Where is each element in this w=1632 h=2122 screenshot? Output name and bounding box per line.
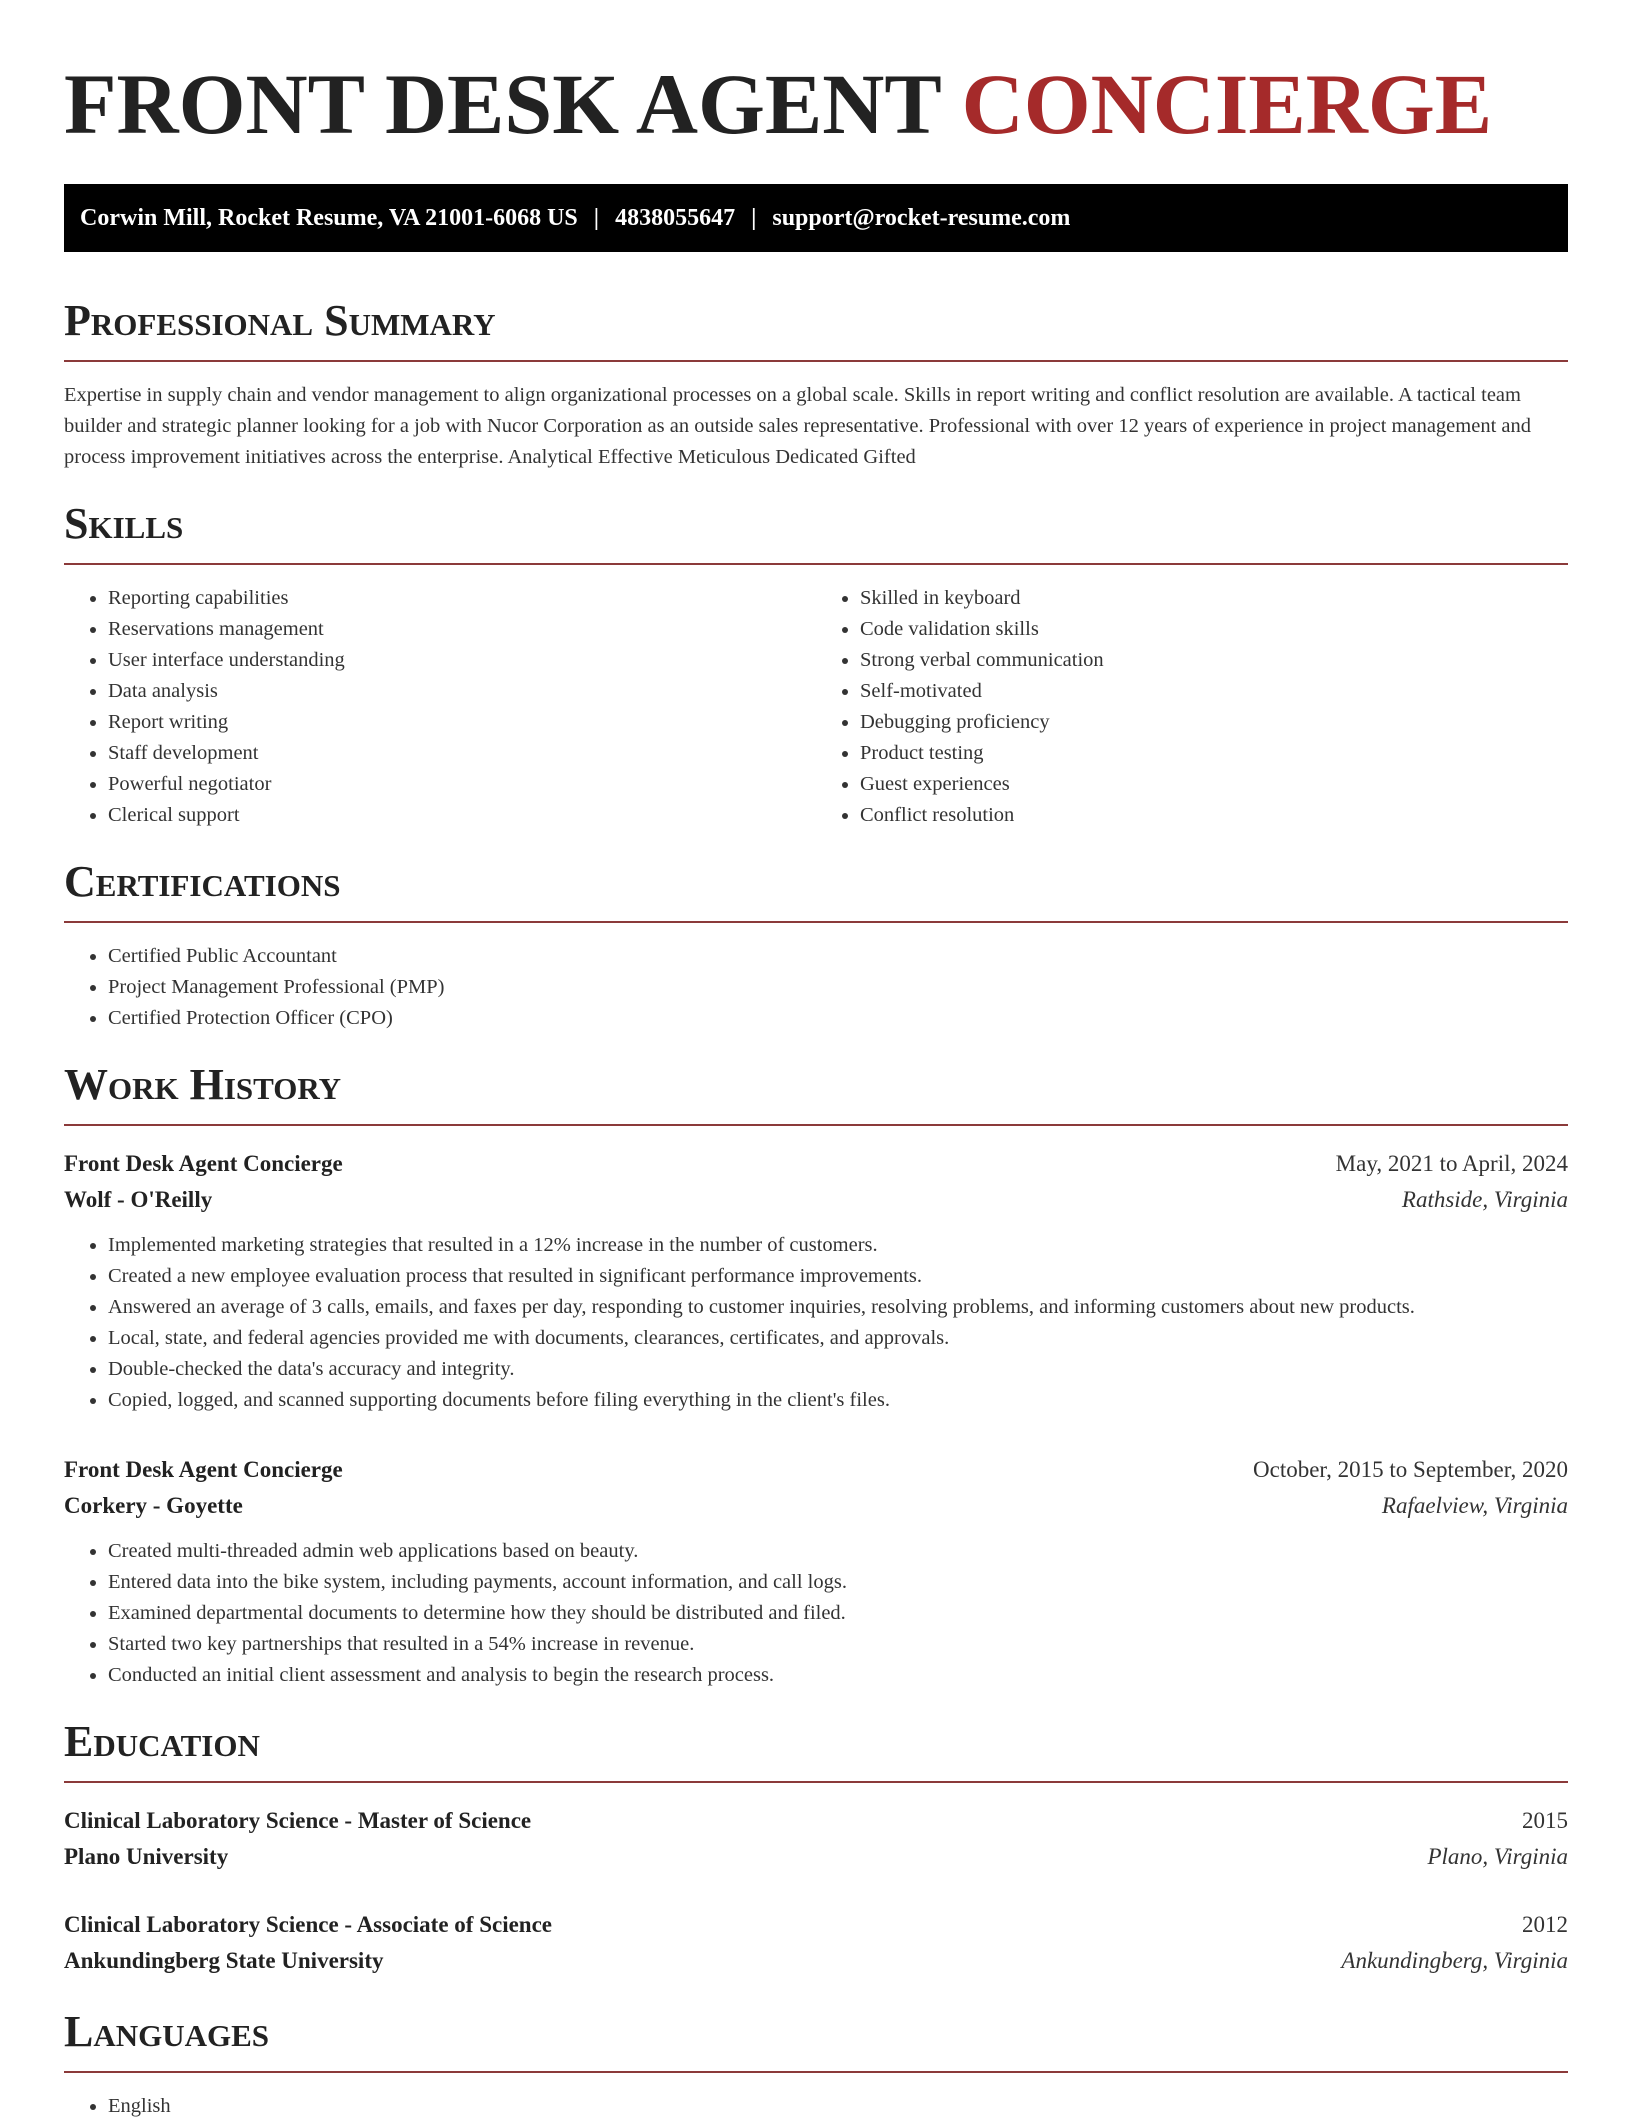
education-degree-row [64, 1803, 1568, 1839]
certification-item: • Certified Public Accountant [108, 941, 1568, 972]
skills-list-left [64, 583, 816, 831]
job-company-row [64, 1182, 1568, 1218]
job-bullet: • Created a new employee evaluation process that resulted in significant performance improvements. [108, 1261, 1568, 1292]
certifications-list [64, 941, 1568, 1034]
education-heading: Education [64, 1717, 260, 1766]
education-school-row [64, 1839, 1568, 1875]
education-location: Ankundingberg, Virginia [1341, 1948, 1568, 1973]
skill-item: • Code validation skills [860, 614, 1568, 645]
skill-item: • Guest experiences [860, 769, 1568, 800]
skill-item: • User interface understanding [108, 645, 816, 676]
job-bullet: • Copied, logged, and scanned supporting documents before filing everything in the client's files. [108, 1385, 1568, 1416]
job-company-row [64, 1488, 1568, 1524]
skill-item: • Debugging proficiency [860, 707, 1568, 738]
education-entry [64, 1907, 1568, 1979]
education-school-row [64, 1943, 1568, 1979]
section-divider [64, 1781, 1568, 1783]
section-divider [64, 2071, 1568, 2073]
language-item: • English [108, 2091, 1568, 2122]
job-bullet: • Implemented marketing strategies that resulted in a 12% increase in the number of customers. [108, 1230, 1568, 1261]
job-bullet: • Entered data into the bike system, including payments, account information, and call logs. [108, 1567, 1568, 1598]
certification-item: • Project Management Professional (PMP) [108, 972, 1568, 1003]
skill-item: • Skilled in keyboard [860, 583, 1568, 614]
job-bullet: • Examined departmental documents to determine how they should be distributed and filed. [108, 1598, 1568, 1629]
education-degree: Clinical Laboratory Science - Associate of Science [64, 1912, 553, 1937]
languages-list [64, 2091, 1568, 2122]
skills-heading: Skills [64, 499, 184, 548]
job-bullet: • Local, state, and federal agencies provided me with documents, clearances, certificates, and approvals. [108, 1323, 1568, 1354]
skill-item: • Clerical support [108, 800, 816, 831]
skill-item: • Conflict resolution [860, 800, 1568, 831]
job-bullet: • Answered an average of 3 calls, emails, and faxes per day, responding to customer inquiries, resolving problems, and informing customers about new products. [108, 1292, 1568, 1323]
job-company: Wolf - O'Reilly [64, 1187, 213, 1212]
job-entry [64, 1452, 1568, 1691]
job-dates: May, 2021 to April, 2024 [1335, 1151, 1568, 1176]
section-divider [64, 360, 1568, 362]
job-bullets [64, 1536, 1568, 1691]
skills-list-right [816, 583, 1568, 831]
job-dates: October, 2015 to September, 2020 [1253, 1457, 1568, 1482]
summary-section [64, 296, 1568, 473]
job-header-row [64, 1452, 1568, 1488]
job-bullet: • Double-checked the data's accuracy and integrity. [108, 1354, 1568, 1385]
job-title: Front Desk Agent Concierge [64, 1457, 343, 1482]
contact-bar [64, 184, 1568, 252]
education-school: Ankundingberg State University [64, 1948, 384, 1973]
job-title: Front Desk Agent Concierge [64, 1151, 343, 1176]
job-company: Corkery - Goyette [64, 1493, 243, 1518]
job-header-row [64, 1146, 1568, 1182]
skill-item: • Data analysis [108, 676, 816, 707]
education-year: 2012 [1522, 1912, 1568, 1937]
education-section [64, 1717, 1568, 1979]
education-school: Plano University [64, 1844, 229, 1869]
skills-section [64, 499, 1568, 831]
contact-address: Corwin Mill, Rocket Resume, VA 21001-6068 US [80, 204, 578, 231]
skill-item: • Product testing [860, 738, 1568, 769]
section-divider [64, 921, 1568, 923]
skill-item: • Reservations management [108, 614, 816, 645]
job-bullet: • Created multi-threaded admin web applications based on beauty. [108, 1536, 1568, 1567]
summary-heading: Professional Summary [64, 296, 496, 345]
section-divider [64, 1124, 1568, 1126]
skill-item: • Self-motivated [860, 676, 1568, 707]
education-location: Plano, Virginia [1427, 1844, 1568, 1869]
job-bullet: • Started two key partnerships that resulted in a 54% increase in revenue. [108, 1629, 1568, 1660]
summary-text: Expertise in supply chain and vendor management to align organizational processes on a global scale. Skills in report writing and conflict resolution are available. A tactical team builder and strategic planner looking for a job with Nucor Corporation as an outside sales representative. Professional with over 12 years of experience in project management and process improvement initiatives across the enterprise. Analytical Effective Meticulous Dedicated Gifted [64, 384, 1531, 468]
education-degree-row [64, 1907, 1568, 1943]
resume-title [64, 54, 1568, 154]
languages-heading: Languages [64, 2007, 270, 2056]
skill-item: • Reporting capabilities [108, 583, 816, 614]
job-bullet: • Conducted an initial client assessment and analysis to begin the research process. [108, 1660, 1568, 1691]
education-entry [64, 1803, 1568, 1875]
job-location: Rathside, Virginia [1401, 1187, 1568, 1212]
skills-grid [64, 583, 1568, 831]
work-history-heading: Work History [64, 1060, 342, 1109]
education-year: 2015 [1522, 1808, 1568, 1833]
certifications-section [64, 857, 1568, 1034]
certifications-heading: Certifications [64, 857, 341, 906]
job-entry [64, 1146, 1568, 1416]
skill-item: • Powerful negotiator [108, 769, 816, 800]
contact-email: support@rocket-resume.com [772, 204, 1071, 231]
section-divider [64, 563, 1568, 565]
education-degree: Clinical Laboratory Science - Master of Science [64, 1808, 532, 1833]
job-location: Rafaelview, Virginia [1381, 1493, 1568, 1518]
certification-item: • Certified Protection Officer (CPO) [108, 1003, 1568, 1034]
contact-separator: | [593, 204, 600, 231]
contact-separator: | [751, 204, 757, 231]
skill-item: • Staff development [108, 738, 816, 769]
skill-item: • Report writing [108, 707, 816, 738]
contact-phone: 4838055647 [615, 204, 736, 231]
work-history-section [64, 1060, 1568, 1691]
title-accent: CONCIERGE [961, 56, 1493, 152]
languages-section [64, 2007, 1568, 2122]
title-main: FRONT DESK AGENT [64, 56, 941, 152]
skill-item: • Strong verbal communication [860, 645, 1568, 676]
job-bullets [64, 1230, 1568, 1416]
